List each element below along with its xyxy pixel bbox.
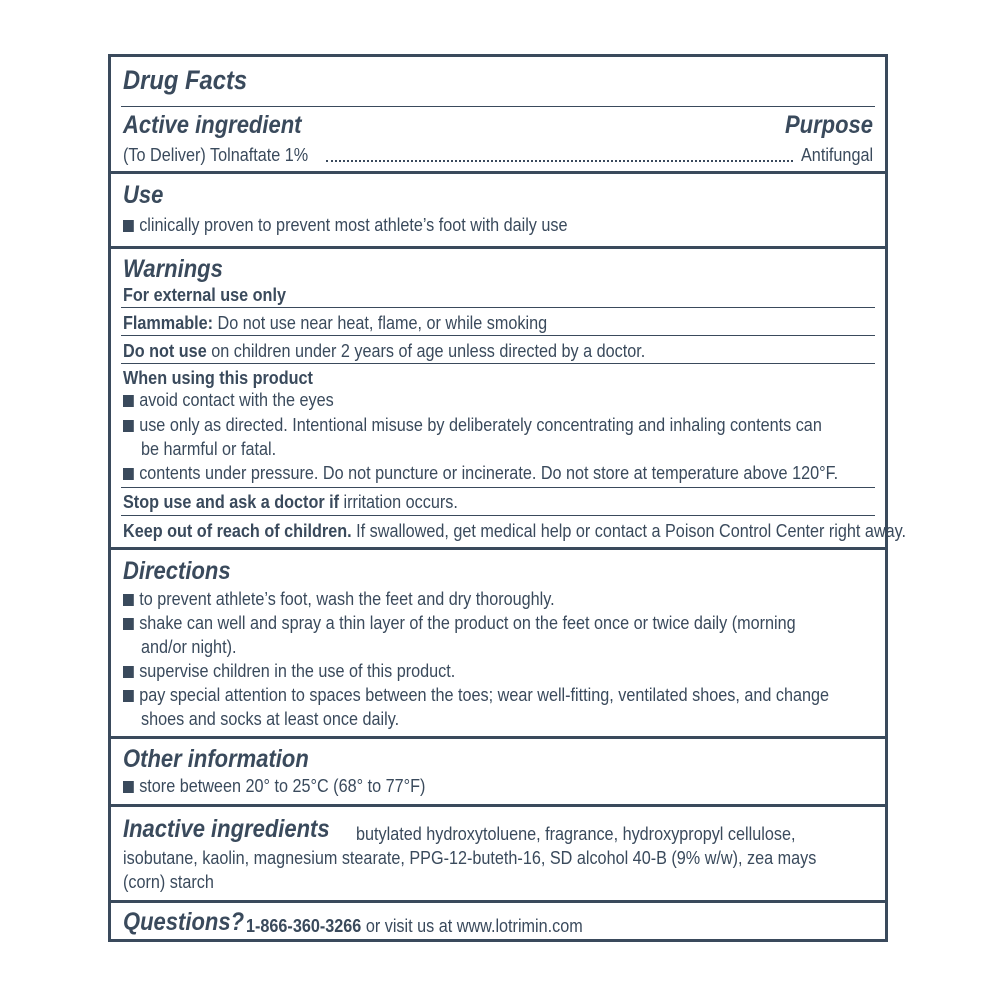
bullet-icon xyxy=(123,468,134,480)
section-divider xyxy=(111,171,885,174)
external-use-text: For external use only xyxy=(123,285,286,305)
warnings-divider xyxy=(121,363,875,364)
inactive-ingredients-line: butylated hydroxytoluene, fragrance, hydroxypropyl cellulose, xyxy=(356,824,796,844)
warning-item: use only as directed. Intentional misuse by deliberately concentrating and inhaling contents can xyxy=(123,413,822,437)
direction-item: to prevent athlete’s foot, wash the feet and dry thoroughly. xyxy=(123,587,555,611)
bullet-icon xyxy=(123,220,134,232)
direction-item-continued: shoes and socks at least once daily. xyxy=(141,709,400,729)
inactive-ingredients-line: isobutane, kaolin, magnesium stearate, PPG-12-buteth-16, SD alcohol 40-B (9% w/w), zea mays xyxy=(123,848,817,868)
warnings-heading: Warnings xyxy=(123,255,223,283)
section-divider xyxy=(111,900,885,903)
directions-heading: Directions xyxy=(123,557,231,585)
section-divider xyxy=(111,736,885,739)
inactive-ingredients-heading: Inactive ingredients xyxy=(123,815,330,843)
drug-facts-title: Drug Facts xyxy=(123,65,248,95)
questions-text xyxy=(246,914,583,938)
when-using-heading: When using this product xyxy=(123,368,313,388)
website-text: or visit us at www.lotrimin.com xyxy=(365,916,583,936)
bullet-icon xyxy=(123,618,134,630)
active-ingredient-heading: Active ingredient xyxy=(123,111,302,139)
use-item: clinically proven to prevent most athlete’s foot with daily use xyxy=(123,213,568,237)
other-info-heading: Other information xyxy=(123,745,309,773)
use-heading: Use xyxy=(123,181,164,209)
bullet-icon xyxy=(123,395,134,407)
flammable-text: Flammable: Do not use near heat, flame, or while smoking xyxy=(123,313,548,333)
bullet-icon xyxy=(123,666,134,678)
purpose-heading: Purpose xyxy=(784,111,873,139)
warnings-divider xyxy=(121,335,875,336)
stop-use-text: Stop use and ask a doctor if irritation occurs. xyxy=(123,492,458,512)
title-divider xyxy=(121,106,875,107)
warning-item: contents under pressure. Do not puncture or incinerate. Do not store at temperature above 120°F. xyxy=(123,461,838,485)
warnings-divider xyxy=(121,307,875,308)
drug-facts-panel xyxy=(108,54,907,942)
warnings-divider xyxy=(121,487,875,488)
dot-leader xyxy=(326,160,793,162)
direction-item: pay special attention to spaces between the toes; wear well-fitting, ventilated shoes, and change xyxy=(123,683,829,707)
keep-out-text: Keep out of reach of children. If swallowed, get medical help or contact a Poison Control Center right away. xyxy=(123,521,907,541)
warnings-divider xyxy=(121,515,875,516)
section-divider xyxy=(111,804,885,807)
bullet-icon xyxy=(123,781,134,793)
questions-heading: Questions? xyxy=(123,908,245,936)
inactive-ingredients-line: (corn) starch xyxy=(123,872,214,892)
section-divider xyxy=(111,246,885,249)
direction-item-continued: and/or night). xyxy=(141,637,237,657)
warning-item: avoid contact with the eyes xyxy=(123,388,334,412)
direction-item: supervise children in the use of this product. xyxy=(123,659,455,683)
direction-item: shake can well and spray a thin layer of the product on the feet once or twice daily (morning xyxy=(123,611,796,635)
bullet-icon xyxy=(123,420,134,432)
section-divider xyxy=(111,547,885,550)
purpose-text: Antifungal xyxy=(800,145,873,165)
other-info-item: store between 20° to 25°C (68° to 77°F) xyxy=(123,774,425,798)
bullet-icon xyxy=(123,594,134,606)
warning-item-continued: be harmful or fatal. xyxy=(141,439,277,459)
do-not-use-text: Do not use on children under 2 years of age unless directed by a doctor. xyxy=(123,341,646,361)
active-ingredient-text: (To Deliver) Tolnaftate 1% xyxy=(123,145,309,165)
bullet-icon xyxy=(123,690,134,702)
phone-number: 1-866-360-3266 xyxy=(246,916,362,936)
